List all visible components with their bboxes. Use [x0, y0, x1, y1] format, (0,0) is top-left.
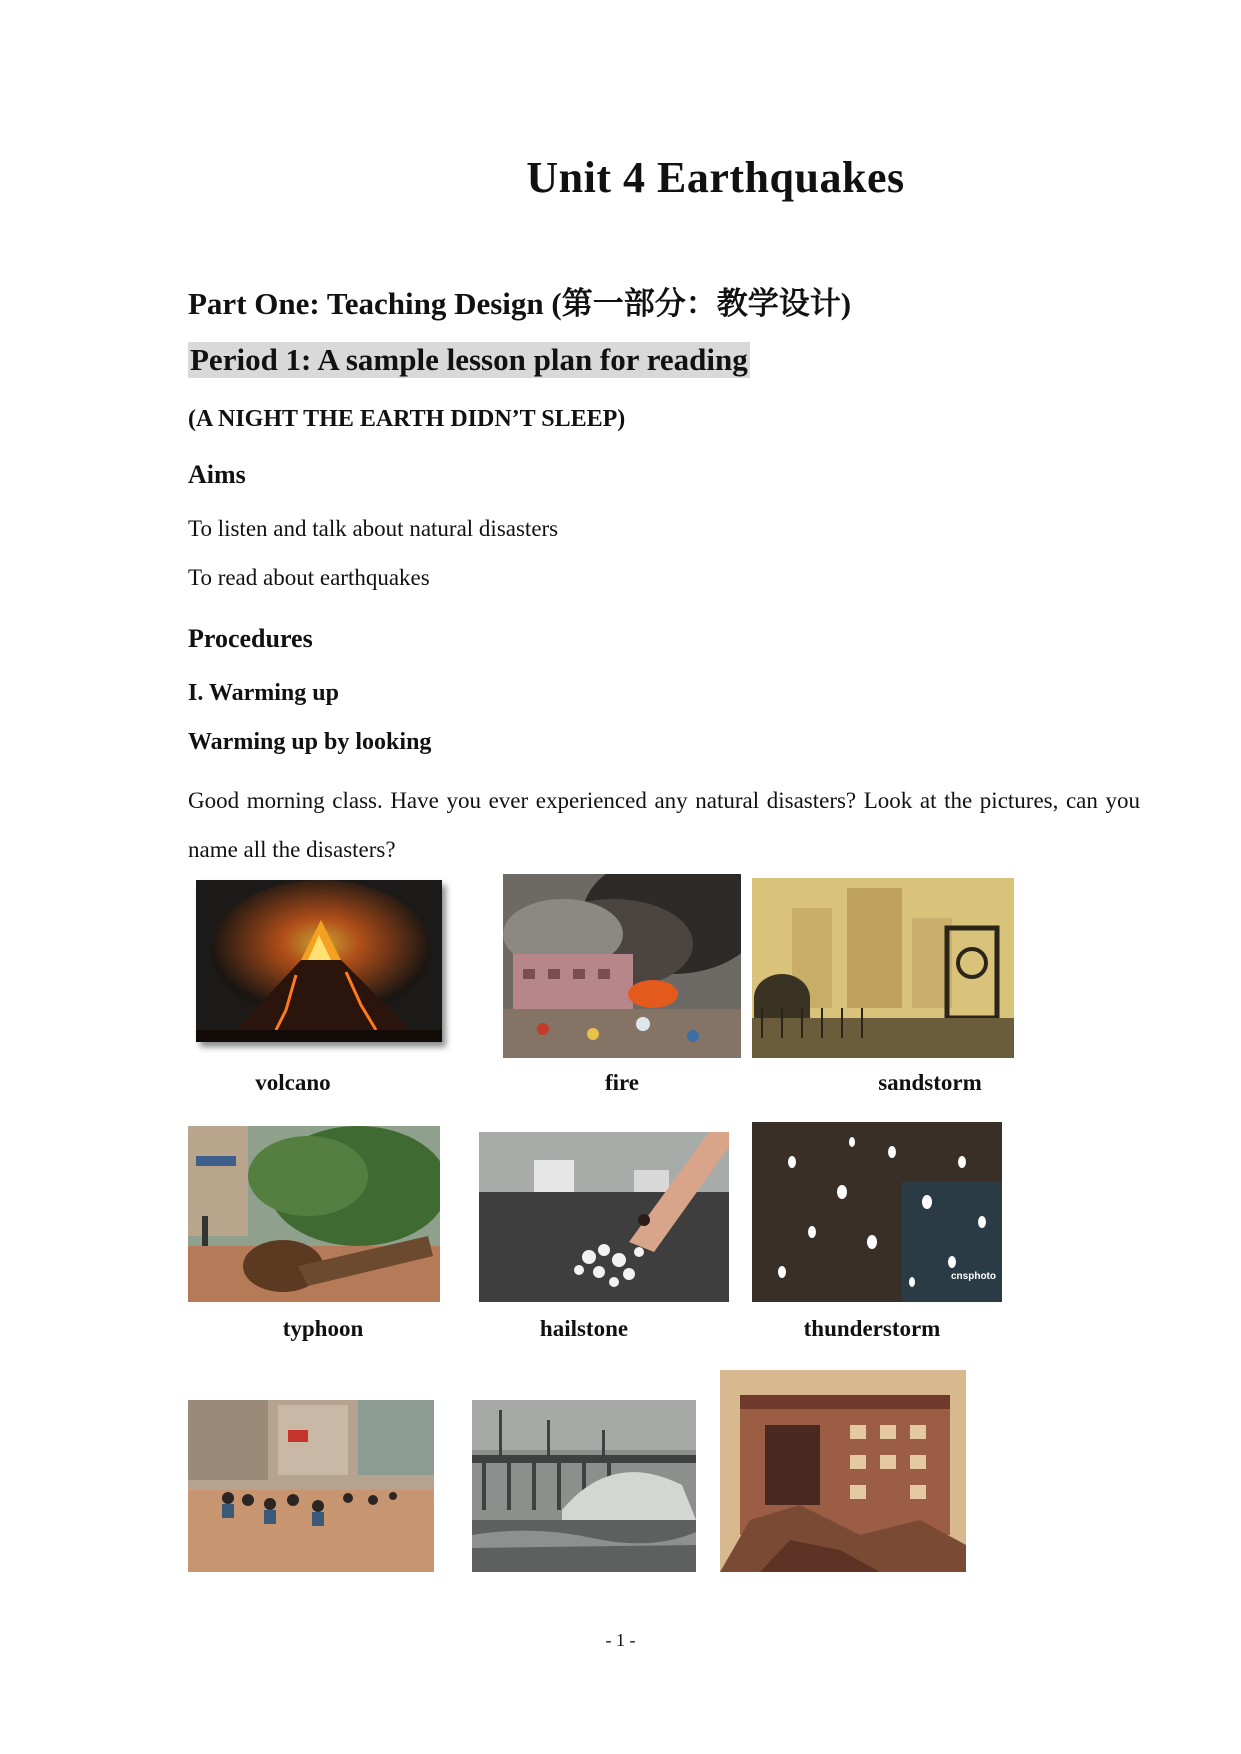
picture-caption: thunderstorm [803, 1316, 941, 1341]
hailstone-photo [479, 1132, 729, 1302]
aims-heading: Aims [188, 460, 246, 489]
picture-caption: sandstorm [878, 1070, 982, 1095]
picture-caption: hailstone [539, 1316, 629, 1341]
part-heading: Part One: Teaching Design (第一部分：教学设计) [188, 286, 852, 321]
picture-caption: typhoon [282, 1316, 364, 1341]
page-title: Unit 4 Earthquakes [526, 153, 905, 202]
procedures-heading: Procedures [188, 624, 313, 653]
fire-photo [503, 874, 741, 1058]
tsunami-photo [472, 1400, 696, 1572]
typhoon-photo [188, 1126, 440, 1302]
aim-item: To listen and talk about natural disasters [188, 516, 559, 541]
lesson-subtitle: (A NIGHT THE EARTH DIDN’T SLEEP) [188, 406, 626, 432]
flood-photo [188, 1400, 434, 1572]
page-number: - 1 - [605, 1630, 636, 1650]
period-heading: Period 1: A sample lesson plan for reading [190, 342, 748, 377]
subsection-heading: Warming up by looking [188, 729, 432, 755]
section-heading: I. Warming up [188, 680, 339, 706]
watermark-text: cnsphoto [951, 1271, 996, 1282]
volcano-photo [196, 880, 442, 1042]
picture-caption: fire [604, 1070, 640, 1095]
sandstorm-photo [752, 878, 1014, 1058]
thunderstorm-photo [752, 1122, 1002, 1302]
earthquake-photo [720, 1370, 966, 1572]
aim-item: To read about earthquakes [188, 565, 430, 590]
intro-paragraph: Good morning class. Have you ever experienced any natural disasters? Look at the pictures, can you name all the disasters? [188, 788, 1140, 862]
picture-caption: volcano [255, 1070, 331, 1095]
